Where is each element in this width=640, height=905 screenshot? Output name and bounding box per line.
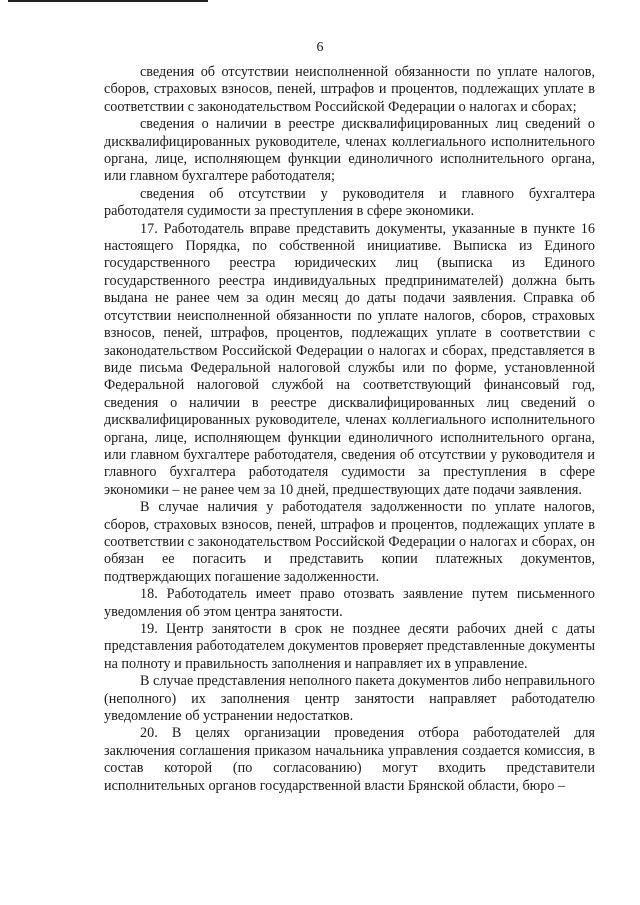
paragraph-19: 19. Центр занятости в срок не позднее десяти рабочих дней с даты представления работодателем документов проверяет представленные документы на полноту и правильность заполнения и направляет их в управление. [104, 621, 595, 672]
paragraph: В случае наличия у работодателя задолженности по уплате налогов, сборов, страховых взносов, пеней, штрафов и процентов, подлежащих уплате в соответствии с законодательством Российской Федерации о налогах и сборах, он обязан ее погасить и представить копии платежных документов, подтверждающих погашение задолженности. [104, 499, 595, 585]
paragraph: сведения об отсутствии неисполненной обязанности по уплате налогов, сборов, страховых взносов, пеней, штрафов и процентов, подлежащих уплате в соответствии с законодательством Российской Федерации о налогах и сборах; [104, 64, 595, 115]
document-body [104, 64, 595, 795]
paragraph-20: 20. В целях организации проведения отбора работодателей для заключения соглашения приказом начальника управления создается комиссия, в состав которой (по согласованию) могут входить представители исполнительных органов государственной власти Брянской области, бюро – [104, 725, 595, 794]
paragraph: сведения о наличии в реестре дисквалифицированных лиц сведений о дисквалифицированных руководителе, членах коллегиального исполнительного органа, лице, исполняющем функции единоличного исполнительного органа, или главном бухгалтере работодателя; [104, 116, 595, 185]
page-number: 6 [316, 40, 324, 55]
top-rule [8, 0, 208, 2]
paragraph: В случае представления неполного пакета документов либо неправильного (неполного) их заполнения центр занятости направляет работодателю уведомление об устранении недостатков. [104, 673, 595, 725]
paragraph-18: 18. Работодатель имеет право отозвать заявление путем письменного уведомления об этом центра занятости. [104, 586, 595, 620]
paragraph: сведения об отсутствии у руководителя и главного бухгалтера работодателя судимости за преступления в сфере экономики. [104, 185, 595, 220]
paragraph-17: 17. Работодатель вправе представить документы, указанные в пункте 16 настоящего Порядка, по собственной инициативе. Выписка из Единого государственного реестра юридических лиц (выписка из Единого государственного реестра индивидуальных предпринимателей) должна быть выдана не ранее чем за один месяц до даты подачи заявления. Справка об отсутствии неисполненной обязанности по уплате налогов, сборов, страховых взносов, пеней, штрафов, процентов, подлежащих уплате в соответствии с законодательством Российской Федерации о налогах и сборах, представляется в виде письма Федеральной налоговой службы или по форме, установленной Федеральной налоговой службой на соответствующий финансовый год, сведения о наличии в реестре дисквалифицированных лиц сведений о дисквалифицированных руководителе, членах коллегиального исполнительного органа, лице, исполняющем функции единоличного исполнительного органа, или главном бухгалтере работодателя, сведения об отсутствии у руководителя и главного бухгалтера работодателя судимости за преступления в сфере экономики – не ранее чем за 10 дней, предшествующих дате подачи заявления. [104, 220, 595, 498]
